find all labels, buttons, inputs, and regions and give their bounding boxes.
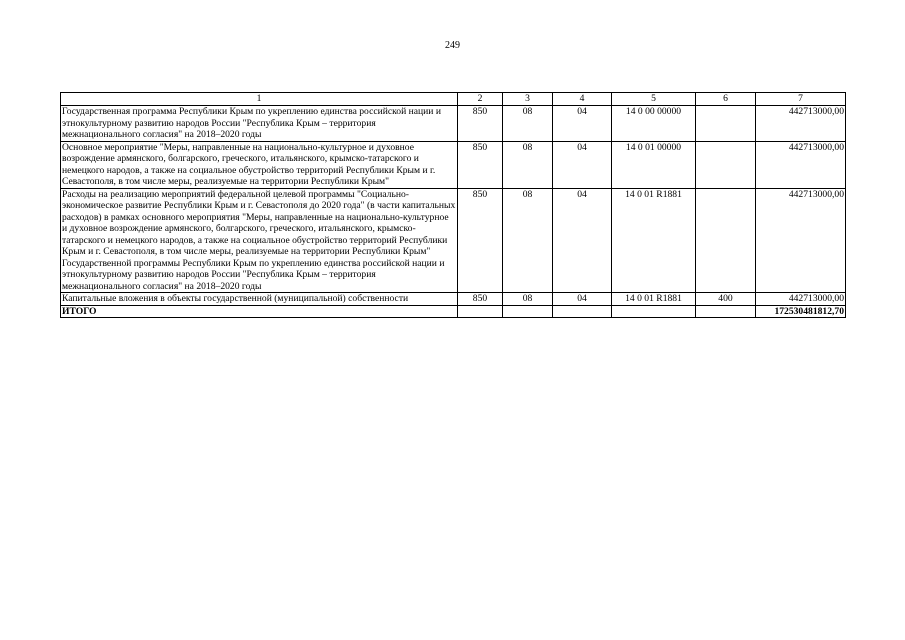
table-row bbox=[61, 141, 846, 188]
column-header: 1 bbox=[61, 93, 458, 106]
row-name: Расходы на реализацию мероприятий федеральной целевой программы "Социально-экономическое развитие Республики Крым и г. Севастополя до 2020 года" (в части капитальных расходов) в рамках основного мероприятия "Меры, направленные на национально-культурное и духовное возрождение армянского, болгарского, греческого, итальянского, крымско-татарского и немецкого народов, а также на социальное обустройство территорий Республики Крым и г. Севастополя, в том числе меры, реализуемые на территории Республики Крым" Государственной программы Республики Крым по укреплению единства российской нации и этнокультурному развитию народов России "Республика Крым – территория межнационального согласия" на 2018–2020 годы bbox=[61, 188, 458, 293]
empty-cell bbox=[696, 305, 756, 318]
row-name: Капитальные вложения в объекты государственной (муниципальной) собственности bbox=[61, 293, 458, 306]
empty-cell bbox=[553, 305, 612, 318]
row-expense-type bbox=[696, 106, 756, 142]
row-subsection: 04 bbox=[553, 106, 612, 142]
empty-cell bbox=[612, 305, 696, 318]
row-subsection: 04 bbox=[553, 141, 612, 188]
table-row bbox=[61, 293, 846, 306]
row-expense-type bbox=[696, 141, 756, 188]
row-target-article: 14 0 01 R1881 bbox=[612, 293, 696, 306]
column-header: 2 bbox=[458, 93, 503, 106]
row-expense-type bbox=[696, 188, 756, 293]
table-header-row bbox=[61, 93, 846, 106]
row-section: 08 bbox=[503, 293, 553, 306]
page-number: 249 bbox=[445, 40, 460, 51]
row-name: Государственная программа Республики Крым по укреплению единства российской нации и этнокультурному развитию народов России "Республика Крым – территория межнационального согласия" на 2018–2020 годы bbox=[61, 106, 458, 142]
row-grbs: 850 bbox=[458, 293, 503, 306]
row-grbs: 850 bbox=[458, 106, 503, 142]
row-section: 08 bbox=[503, 188, 553, 293]
table-row bbox=[61, 188, 846, 293]
row-expense-type: 400 bbox=[696, 293, 756, 306]
empty-cell bbox=[458, 305, 503, 318]
row-grbs: 850 bbox=[458, 141, 503, 188]
row-sum: 442713000,00 bbox=[756, 106, 846, 142]
table-row bbox=[61, 106, 846, 142]
row-sum: 442713000,00 bbox=[756, 141, 846, 188]
budget-table bbox=[60, 92, 846, 318]
row-target-article: 14 0 01 R1881 bbox=[612, 188, 696, 293]
column-header: 3 bbox=[503, 93, 553, 106]
row-subsection: 04 bbox=[553, 293, 612, 306]
row-section: 08 bbox=[503, 141, 553, 188]
row-sum: 442713000,00 bbox=[756, 293, 846, 306]
column-header: 7 bbox=[756, 93, 846, 106]
row-sum: 442713000,00 bbox=[756, 188, 846, 293]
total-row bbox=[61, 305, 846, 318]
total-label: ИТОГО bbox=[61, 305, 458, 318]
total-sum: 172530481812,70 bbox=[756, 305, 846, 318]
column-header: 6 bbox=[696, 93, 756, 106]
row-name: Основное мероприятие "Меры, направленные на национально-культурное и духовное возрождение армянского, болгарского, греческого, итальянского, крымско-татарского и немецкого народов, а также на социальное обустройство территорий Республики Крым и г. Севастополя, в том числе меры, реализуемые на территории Республики Крым" bbox=[61, 141, 458, 188]
row-grbs: 850 bbox=[458, 188, 503, 293]
row-section: 08 bbox=[503, 106, 553, 142]
empty-cell bbox=[503, 305, 553, 318]
column-header: 4 bbox=[553, 93, 612, 106]
row-subsection: 04 bbox=[553, 188, 612, 293]
column-header: 5 bbox=[612, 93, 696, 106]
row-target-article: 14 0 01 00000 bbox=[612, 141, 696, 188]
row-target-article: 14 0 00 00000 bbox=[612, 106, 696, 142]
